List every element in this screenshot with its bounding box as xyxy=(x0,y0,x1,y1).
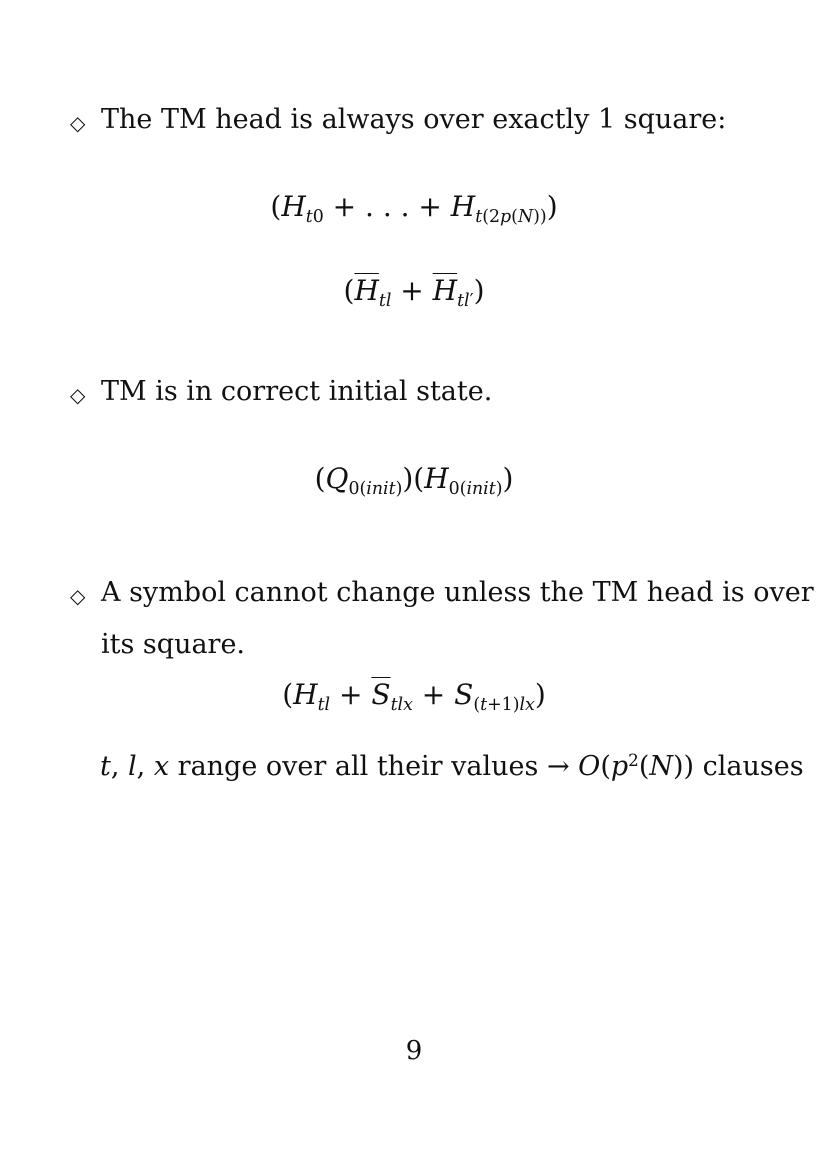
formula-head-exclusive: $(\overline{H}_{tl} + \overline{H}_{tl'})$ xyxy=(343,274,485,312)
diamond-bullet-icon: ◇ xyxy=(70,584,86,608)
formula-symbol-change: $(H_{tl} + \overline{S}_{tlx} + S_{(t+1)lx})$ xyxy=(282,678,546,716)
diamond-bullet-icon: ◇ xyxy=(70,111,86,135)
item-3-text-line2: its square. xyxy=(101,629,246,660)
page-number: 9 xyxy=(405,1036,423,1066)
formula-initial-state: $(Q_{0(init)})(H_{0(init)})$ xyxy=(314,462,514,500)
item-2-text: TM is in correct initial state. xyxy=(101,376,493,407)
formula-head-position: ($H_{t0}$ + . . . + $H_{t(2p(N))}$) xyxy=(270,190,558,228)
clause-count-note: t, l, x range over all their values → $O(p^2(N))$ clauses xyxy=(100,749,804,782)
diamond-bullet-icon: ◇ xyxy=(70,383,86,407)
item-1-text: The TM head is always over exactly 1 square: xyxy=(101,104,727,135)
item-3-text-line1: A symbol cannot change unless the TM head is over xyxy=(101,577,814,608)
